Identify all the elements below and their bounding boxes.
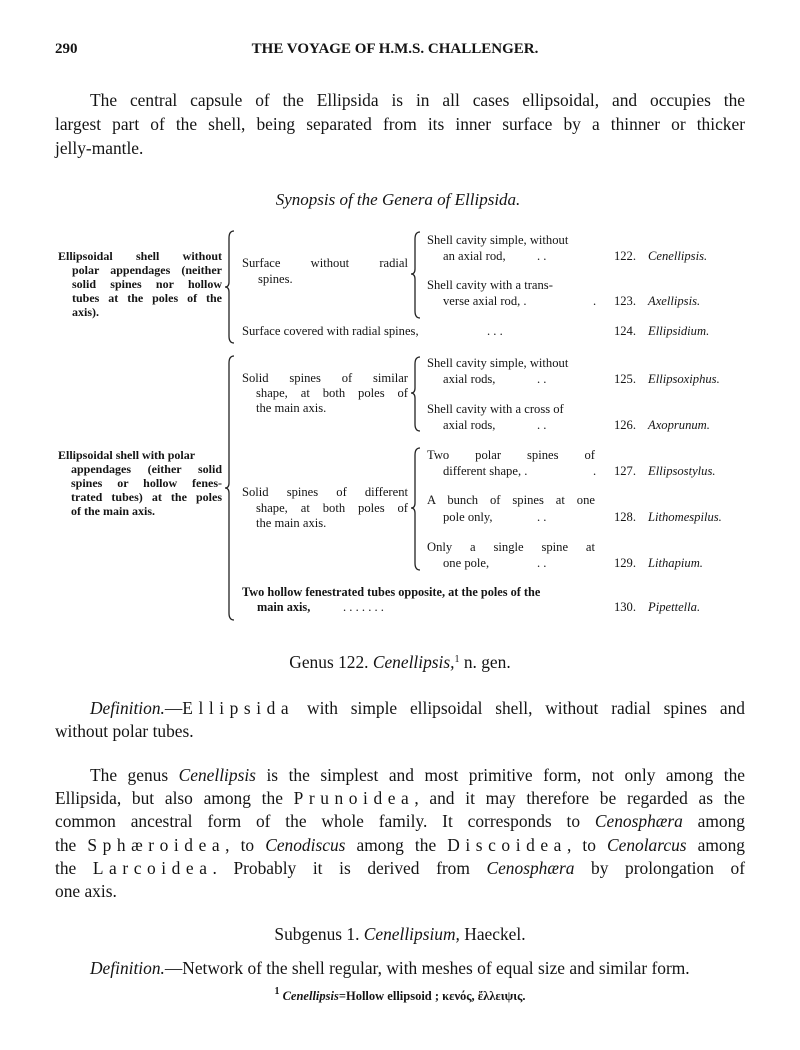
text-run: The genus xyxy=(90,765,179,785)
page-number: 290 xyxy=(55,41,78,57)
text-run: is the simplest and most primitive form, not only among the xyxy=(255,765,746,785)
text-line xyxy=(55,857,745,879)
text-run: Genus 122. xyxy=(289,652,373,672)
text-run: The central capsule of the Ellipsida is in all cases ellipsoidal, and occupies the xyxy=(90,90,745,110)
genus-heading xyxy=(0,651,800,673)
spaced-text: Prunoidea xyxy=(293,788,415,808)
text-line xyxy=(90,697,745,719)
footnote-marker: 1 xyxy=(454,654,460,665)
genus-name: Axoprunum. xyxy=(648,418,710,432)
spaced-text: Discoidea xyxy=(447,835,567,855)
text-run: among the xyxy=(345,835,448,855)
spaced-text: Larcoidea xyxy=(92,858,213,878)
text-run: the xyxy=(55,858,93,878)
text-run: largest part of the shell, being separated from its inner surface by a thinner or thicker xyxy=(55,114,745,134)
text-run: among xyxy=(682,811,745,831)
brace-icon xyxy=(410,447,422,571)
text-line xyxy=(55,880,745,902)
genus-name: Ellipsidium. xyxy=(648,324,710,338)
text-run: Subgenus 1. xyxy=(274,924,364,944)
genus-name: Axellipsis. xyxy=(648,294,701,308)
genus-name: Ellipsoxiphus. xyxy=(648,372,720,386)
text-run: —Network of the shell regular, with meshes of equal size and similar form. xyxy=(164,958,690,978)
italic-text: Definition. xyxy=(90,698,165,718)
running-title: THE VOYAGE OF H.M.S. CHALLENGER. xyxy=(251,41,539,57)
brace-icon xyxy=(224,230,236,344)
brace-icon xyxy=(410,231,422,319)
brace-icon xyxy=(410,356,422,432)
text-run: the xyxy=(55,835,88,855)
text-run: one axis. xyxy=(55,881,117,901)
text-line xyxy=(90,957,745,979)
text-run: without polar tubes. xyxy=(55,721,194,741)
spaced-text: Sphæroidea xyxy=(87,835,226,855)
footnote xyxy=(0,986,800,1004)
text-run: . Probably it is derived from xyxy=(212,858,487,878)
italic-text: Cenosphæra xyxy=(594,811,683,831)
text-line xyxy=(90,89,745,111)
text-run: Haeckel. xyxy=(459,924,526,944)
text-line xyxy=(55,113,745,135)
text-run: with simple ellipsoidal shell, without radial spines and xyxy=(294,698,745,718)
brace-icon xyxy=(224,355,236,621)
text-run: by prolongation of xyxy=(574,858,745,878)
text-run: common ancestral form of the whole family. It corresponds to xyxy=(55,811,595,831)
text-line xyxy=(55,834,745,856)
text-line xyxy=(55,810,745,832)
text-run: Ellipsida, but also among the xyxy=(55,788,294,808)
text-line xyxy=(55,787,745,809)
genus-name: Cenellipsis. xyxy=(648,249,708,263)
text-line xyxy=(90,764,745,786)
italic-text: Cenellipsis xyxy=(279,989,339,1003)
spaced-text: Ellipsida xyxy=(182,698,295,718)
text-run: =Hollow ellipsoid ; κενός, ἔλλειψις. xyxy=(338,989,526,1003)
text-run: n. gen. xyxy=(459,652,511,672)
text-run: , to xyxy=(225,835,266,855)
italic-text: Definition. xyxy=(90,958,165,978)
genus-name: Lithapium. xyxy=(648,556,703,570)
italic-text: Cenellipsis xyxy=(178,765,256,785)
italic-text: Cenellipsium, xyxy=(363,924,460,944)
italic-text: Cenosphæra xyxy=(486,858,575,878)
text-run: , and it may therefore be regarded as the xyxy=(414,788,745,808)
text-run: , to xyxy=(566,835,608,855)
text-run: — xyxy=(164,698,183,718)
footnote-marker: 1 xyxy=(274,986,280,997)
genus-name: Lithomespilus. xyxy=(648,510,722,524)
genus-name: Pipettella. xyxy=(648,600,701,614)
text-run: jelly-mantle. xyxy=(55,138,144,158)
italic-text: Cenolarcus xyxy=(607,835,687,855)
subgenus-heading xyxy=(0,923,800,945)
synopsis-title: Synopsis of the Genera of Ellipsida. xyxy=(275,190,521,209)
genus-name: Ellipsostylus. xyxy=(648,464,716,478)
italic-text: Cenodiscus xyxy=(265,835,346,855)
text-line xyxy=(55,720,745,742)
italic-text: Cenellipsis, xyxy=(372,652,455,672)
text-run: among xyxy=(686,835,745,855)
text-line xyxy=(55,137,745,159)
